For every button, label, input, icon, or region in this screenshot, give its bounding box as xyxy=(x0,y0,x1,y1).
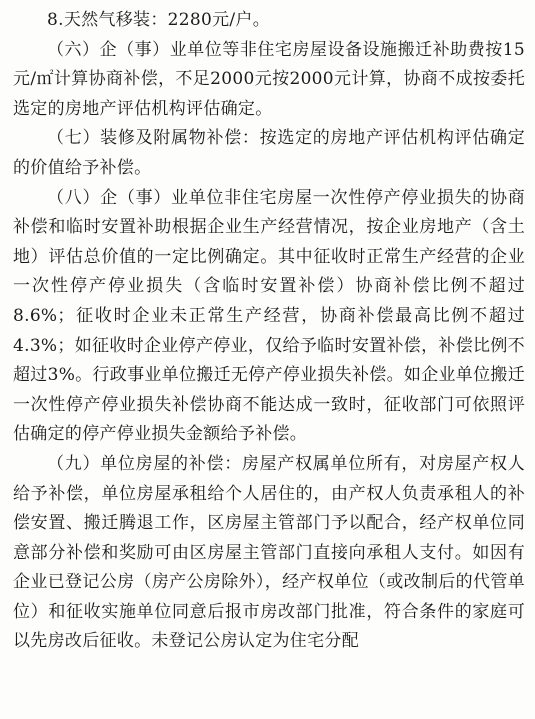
paragraph-section-7-decoration-compensation: （七）装修及附属物补偿：按选定的房地产评估机构评估确定的价值给予补偿。 xyxy=(13,128,525,178)
paragraph-natural-gas-relocation: 8.天然气移装：2280元/户。 xyxy=(47,10,271,30)
paragraph-section-6-equipment-relocation: （六）企（事）业单位等非住宅房屋设备设施搬迁补助费按15元/㎡计算协商补偿，不足2000元按2000元计算，协商不成按委托选定的房地产评估机构评估确定。 xyxy=(13,39,525,119)
document-body xyxy=(13,6,525,657)
paragraph-section-8-business-loss: （八）企（事）业单位非住宅房屋一次性停产停业损失的协商补偿和临时安置补助根据企业生产经营情况，按企业房地产（含土地）评估总价值的一定比例确定。其中征收时正常生产经营的企业一次性停产停业损失（含临时安置补偿）协商补偿比例不超过8.6%；征收时企业未正常生产经营，协商补偿最高比例不超过4.3%；如征收时企业停产停业，仅给予临时安置补偿，补偿比例不超过3%。行政事业单位搬迁无停产停业损失补偿。如企业单位搬迁一次性停产停业损失补偿协商不能达成一致时，征收部门可依照评估确定的停产停业损失金额给予补偿。 xyxy=(13,187,525,445)
paragraph-section-9-unit-housing: （九）单位房屋的补偿：房屋产权属单位所有，对房屋产权人给予补偿，单位房屋承租给个人居住的，由产权人负责承租人的补偿安置、搬迁腾退工作，区房屋主管部门予以配合，经产权单位同意部分补偿和奖励可由区房屋主管部门直接向承租人支付。如因有企业已登记公房（房产公房除外），经产权单位（或改制后的代管单位）和征收实施单位同意后报市房改部门批准，符合条件的家庭可以先房改后征收。未登记公房认定为住宅分配 xyxy=(13,453,525,652)
